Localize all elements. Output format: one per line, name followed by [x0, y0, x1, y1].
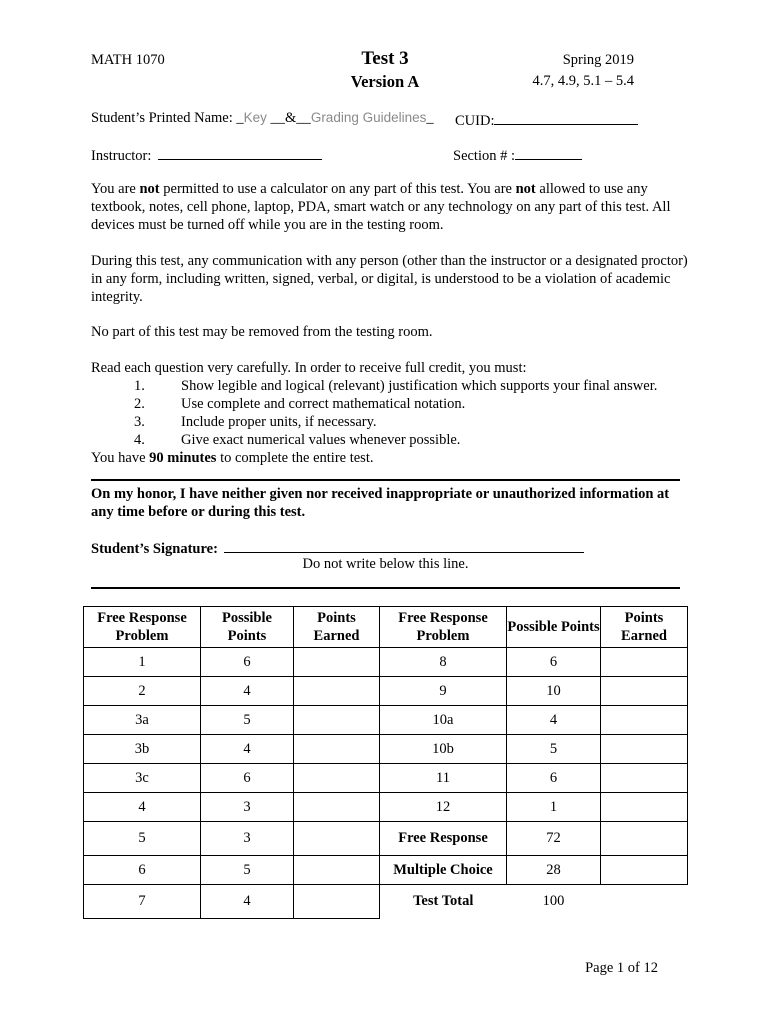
points-cell: 4: [507, 706, 601, 735]
covered-sections: 4.7, 4.9, 5.1 – 5.4: [532, 73, 634, 89]
earned-cell[interactable]: [294, 648, 380, 677]
earned-cell[interactable]: [601, 735, 688, 764]
points-cell: 4: [201, 735, 294, 764]
problem-cell: 4: [84, 793, 201, 822]
problem-cell: 6: [84, 856, 201, 885]
honor-pledge: On my honor, I have neither given nor received inappropriate or unauthorized information at any time before or during this test.: [91, 486, 670, 520]
problem-cell: 2: [84, 677, 201, 706]
points-cell: 5: [201, 706, 294, 735]
policy-not-2: not: [515, 181, 536, 197]
table-row: [84, 856, 688, 885]
policy-not-1: not: [139, 181, 160, 197]
problem-cell: 12: [380, 793, 507, 822]
earned-cell[interactable]: [601, 764, 688, 793]
earned-cell[interactable]: [601, 648, 688, 677]
instructor-line: [91, 145, 322, 165]
term: Spring 2019: [562, 52, 634, 68]
problem-cell: 1: [84, 648, 201, 677]
student-name-value: Grading Guidelines: [310, 110, 427, 125]
requirement-item: 4. Give exact numerical values whenever possible.: [134, 432, 461, 448]
total-value-multiple-choice: 28: [507, 856, 601, 885]
points-cell: 5: [201, 856, 294, 885]
instructor-blank[interactable]: [158, 145, 322, 160]
calculator-policy: [91, 180, 691, 234]
problem-cell: 9: [380, 677, 507, 706]
points-cell: 4: [201, 677, 294, 706]
problem-cell: 3c: [84, 764, 201, 793]
page-number: Page 1 of 12: [585, 960, 658, 976]
student-name-label: Student’s Printed Name: _: [91, 110, 244, 126]
problem-cell: 3a: [84, 706, 201, 735]
points-cell: 5: [507, 735, 601, 764]
problem-cell: 10b: [380, 735, 507, 764]
problem-cell: 3b: [84, 735, 201, 764]
instructor-label: Instructor:: [91, 148, 152, 164]
requirement-item: 1. Show legible and logical (relevant) justification which supports your final answer.: [134, 378, 658, 394]
requirement-item: 2. Use complete and correct mathematical notation.: [134, 396, 466, 412]
no-write-note: Do not write below this line.: [302, 556, 469, 572]
empty-cell: [601, 885, 688, 919]
time-limit-value: 90 minutes: [149, 450, 217, 466]
instructions-intro: Read each question very carefully. In order to receive full credit, you must:: [91, 360, 527, 376]
earned-cell[interactable]: [294, 706, 380, 735]
section-line: [453, 145, 582, 165]
total-label-free-response: Free Response: [380, 822, 507, 856]
header-earned-right: Points Earned: [601, 607, 688, 648]
problem-cell: 11: [380, 764, 507, 793]
earned-cell[interactable]: [601, 793, 688, 822]
header-earned-left: Points Earned: [294, 607, 380, 648]
earned-cell[interactable]: [601, 856, 688, 885]
score-table: [83, 606, 688, 919]
signature-label: Student’s Signature:: [91, 541, 218, 557]
table-row: [84, 885, 688, 919]
integrity-policy: During this test, any communication with any person (other than the instructor or a designated proctor) in any form, including written, signed, verbal, or digital, is understood to be a violation of academic integrity.: [91, 253, 688, 305]
points-cell: 6: [507, 648, 601, 677]
divider-top: [91, 479, 680, 481]
table-header-row: [84, 607, 688, 648]
requirement-item: 3. Include proper units, if necessary.: [134, 414, 377, 430]
table-row: [84, 677, 688, 706]
student-name-key: Key: [243, 110, 267, 125]
total-value-free-response: 72: [507, 822, 601, 856]
policy-text-b: permitted to use a calculator on any part of this test. You are: [159, 181, 516, 197]
points-cell: 6: [201, 764, 294, 793]
header-possible-right: Possible Points: [507, 607, 601, 648]
points-cell: 3: [201, 822, 294, 856]
earned-cell[interactable]: [294, 764, 380, 793]
earned-cell[interactable]: [294, 822, 380, 856]
total-label-test-total: Test Total: [413, 893, 474, 910]
earned-cell[interactable]: [294, 735, 380, 764]
course-code: MATH 1070: [91, 52, 165, 68]
signature-line: [91, 538, 584, 558]
points-cell: 6: [507, 764, 601, 793]
section-label: Section # :: [453, 148, 516, 164]
points-cell: 10: [507, 677, 601, 706]
header-fr-problem-right: Free Response Problem: [380, 607, 507, 648]
points-cell: 6: [201, 648, 294, 677]
cuid-line: [455, 110, 638, 130]
cuid-blank[interactable]: [494, 110, 638, 125]
earned-cell[interactable]: [601, 677, 688, 706]
test-version: Version A: [350, 72, 420, 91]
points-cell: 1: [507, 793, 601, 822]
student-name-separator: __&__: [266, 110, 311, 126]
table-row: [84, 793, 688, 822]
problem-cell: 8: [380, 648, 507, 677]
test-title: Test 3: [361, 48, 409, 69]
points-cell: 4: [201, 885, 294, 919]
cuid-label: CUID:: [455, 113, 495, 129]
earned-cell[interactable]: [294, 856, 380, 885]
removal-policy: No part of this test may be removed from the testing room.: [91, 324, 433, 340]
earned-cell[interactable]: [294, 677, 380, 706]
table-row: [84, 735, 688, 764]
header-fr-problem-left: Free Response Problem: [84, 607, 201, 648]
requirements-list: [134, 377, 694, 449]
table-row: [84, 764, 688, 793]
table-row: [84, 706, 688, 735]
section-blank[interactable]: [515, 145, 582, 160]
earned-cell[interactable]: [294, 793, 380, 822]
student-name-line: [91, 110, 434, 127]
signature-blank[interactable]: [224, 538, 584, 553]
problem-cell: 7: [84, 885, 201, 919]
problem-cell: 5: [84, 822, 201, 856]
table-row: [84, 648, 688, 677]
divider-bottom: [91, 587, 680, 589]
problem-cell: 10a: [380, 706, 507, 735]
total-label-multiple-choice: Multiple Choice: [380, 856, 507, 885]
earned-cell[interactable]: [601, 706, 688, 735]
time-limit: You have 90 minutes to complete the entire test.: [91, 450, 374, 466]
header-possible-left: Possible Points: [201, 607, 294, 648]
table-row: [84, 822, 688, 856]
earned-cell[interactable]: [601, 822, 688, 856]
earned-cell[interactable]: [294, 885, 380, 919]
points-cell: 3: [201, 793, 294, 822]
policy-text-a: You are: [91, 181, 140, 197]
total-value-test-total: 100: [542, 893, 565, 910]
student-name-end: _: [426, 110, 434, 126]
policy-text-c: allowed to use any textbook, notes, cell phone, laptop, PDA, smart watch or any technology on any part of this test. All devices must be turned off while you are in the testing room.: [91, 181, 671, 233]
